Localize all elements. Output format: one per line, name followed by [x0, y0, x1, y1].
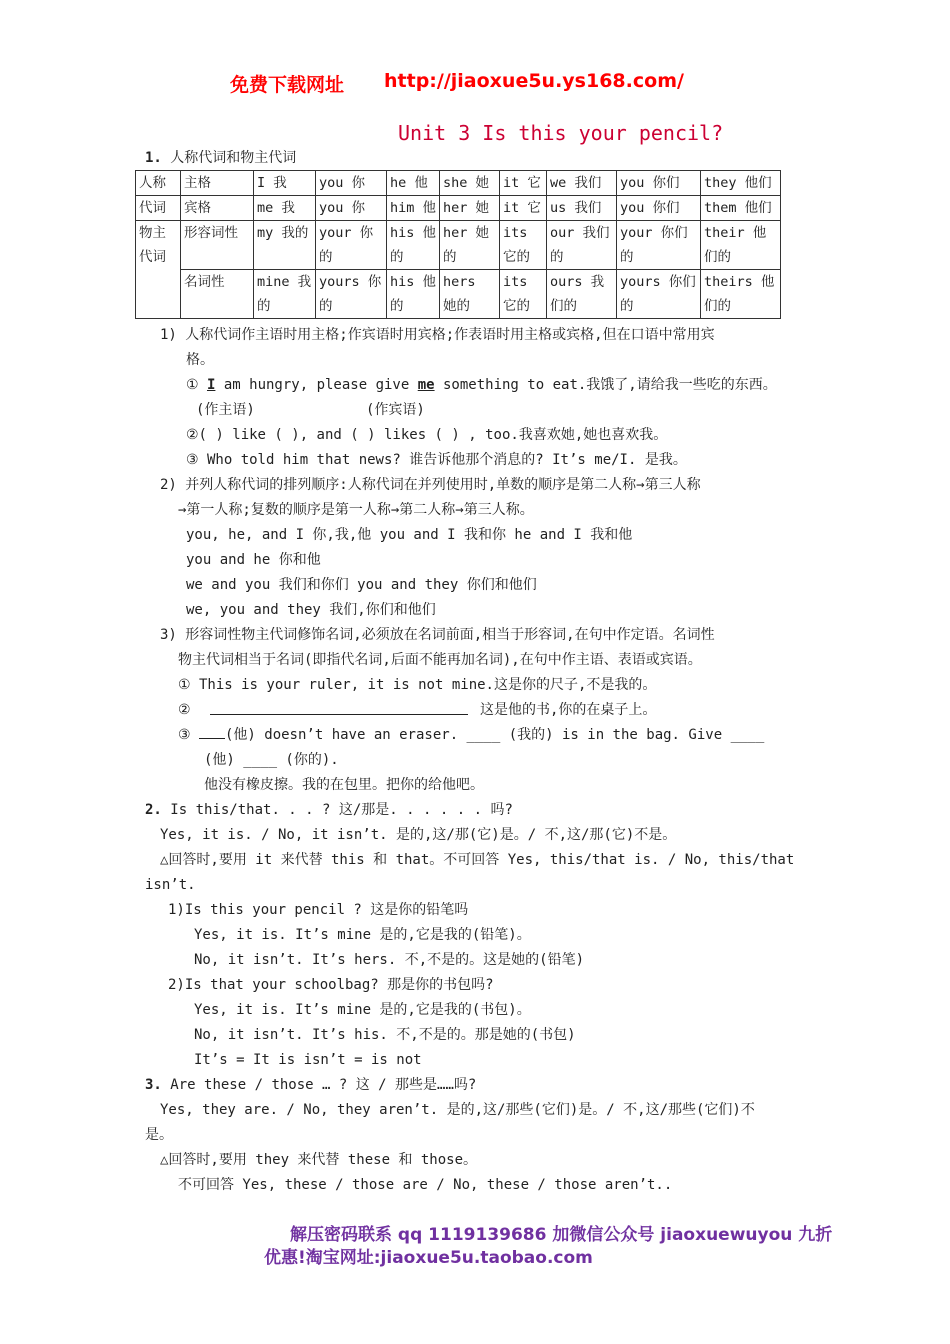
table-cell: 人称	[136, 171, 181, 196]
section-2-heading	[145, 798, 513, 823]
p2-line5: we and you 我们和你们 you and they 你们和他们	[186, 577, 537, 593]
p2-line1: 2) 并列人称代词的排列顺序:人称代词在并列使用时,单数的顺序是第二人称→第三人称	[160, 477, 701, 493]
table-cell: we 我们	[547, 171, 617, 196]
table-cell: her 她的	[440, 221, 500, 270]
table-cell: mine 我的	[254, 270, 316, 319]
p3-example3-cont: (他) ____ (你的).	[204, 752, 339, 768]
p2-line2: →第一人称;复数的顺序是第一人称→第二人称→第三人称。	[178, 502, 534, 518]
p1-line2: 格。	[186, 352, 214, 368]
p3-example1: ① This is your ruler, it is not mine.这是你的尺子,不是我的。	[178, 677, 657, 693]
s2-line1: Yes, it is. / No, it isn’t. 是的,这/那(它)是。/ 不,这/那(它)不是。	[160, 827, 677, 843]
table-row	[136, 221, 781, 270]
p1-line1: 1) 人称代词作主语时用主格;作宾语时用宾格;作表语时用主格或宾格,但在口语中常用宾	[160, 327, 715, 343]
p3-line2: 物主代词相当于名词(即指代名词,后面不能再加名词),在句中作主语、表语或宾语。	[178, 652, 702, 668]
section-1-heading	[145, 147, 296, 167]
table-cell: your 你们的	[617, 221, 701, 270]
section-number: 2.	[145, 802, 162, 818]
s3-line4: 不可回答 Yes, these / those are / No, these / those aren’t..	[178, 1177, 673, 1193]
text: something to eat.我饿了,请给我一些吃的东西。	[434, 377, 777, 393]
table-cell: them 他们	[701, 196, 781, 221]
p3-example2-text: 这是他的书,你的在桌子上。	[480, 702, 657, 718]
p1-example3: ③ Who told him that news? 谁告诉他那个消息的? It’s me/I. 是我。	[186, 452, 687, 468]
p2-line6: we, you and they 我们,你们和他们	[186, 602, 436, 618]
pronoun-table	[135, 170, 781, 319]
s2-q1-no: No, it isn’t. It’s hers. 不,不是的。这是她的(铅笔)	[194, 952, 585, 968]
table-cell: his 他的	[387, 270, 440, 319]
table-cell: 代词	[136, 196, 181, 221]
text: (他) doesn’t have an eraser. ____ (我的) is in the bag. Give ____	[224, 727, 765, 743]
p2-line3: you, he, and I 你,我,他 you and I 我和你 he and I 我和他	[186, 527, 633, 543]
table-cell: your 你的	[316, 221, 387, 270]
table-cell: you 你	[316, 196, 387, 221]
s2-abbreviations: It’s = It is isn’t = is not	[194, 1052, 422, 1068]
table-row	[136, 270, 781, 319]
text: Is this/that. . . ? 这/那是. . . . . . 吗?	[170, 802, 513, 818]
table-cell: 主格	[181, 171, 254, 196]
p3-example3-cn: 他没有橡皮擦。我的在包里。把你的给他吧。	[204, 777, 484, 793]
p1-note-object: (作宾语)	[366, 402, 425, 418]
s3-line1: Yes, they are. / No, they aren’t. 是的,这/那些(它们)是。/ 不,这/那些(它们)不	[160, 1102, 755, 1118]
table-cell: yours 你的	[316, 270, 387, 319]
text: am hungry, please give	[215, 377, 418, 393]
text: I	[206, 377, 216, 393]
s2-q1-yes: Yes, it is. It’s mine 是的,它是我的(铅笔)。	[194, 927, 531, 943]
table-cell: 名词性	[181, 270, 254, 319]
table-cell: 形容词性	[181, 221, 254, 270]
table-cell: you 你	[316, 171, 387, 196]
table-cell: its 它的	[500, 221, 547, 270]
s2-q2-yes: Yes, it is. It’s mine 是的,它是我的(书包)。	[194, 1002, 531, 1018]
section-heading-text: 人称代词和物主代词	[170, 150, 297, 166]
s2-q2: 2)Is that your schoolbag? 那是你的书包吗?	[168, 977, 494, 993]
table-cell: her 她	[440, 196, 500, 221]
header-url[interactable]: http://jiaoxue5u.ys168.com/	[384, 70, 684, 92]
table-cell: his 他的	[387, 221, 440, 270]
s2-line3: isn’t.	[145, 877, 196, 893]
blank-line	[199, 726, 225, 739]
table-cell: hers 她的	[440, 270, 500, 319]
table-cell: he 他	[387, 171, 440, 196]
table-cell: you 你们	[617, 196, 701, 221]
s3-line3: △回答时,要用 they 来代替 these 和 those。	[160, 1152, 478, 1168]
p1-example1	[186, 373, 777, 398]
table-cell: you 你们	[617, 171, 701, 196]
text: me	[417, 377, 435, 393]
header-left: 免费下载网址	[230, 74, 345, 96]
section-number: 3.	[145, 1077, 162, 1093]
p1-note-subject: (作主语)	[196, 402, 255, 418]
table-cell: ours 我们的	[547, 270, 617, 319]
section-3-heading	[145, 1073, 476, 1098]
p1-example2: ②( ) like ( ), and ( ) likes ( ) , too.我喜欢她,她也喜欢我。	[186, 427, 668, 443]
table-cell: 宾格	[181, 196, 254, 221]
p3-example2-num: ②	[178, 702, 191, 718]
table-cell: it 它	[500, 196, 547, 221]
p3-line1: 3) 形容词性物主代词修饰名词,必须放在名词前面,相当于形容词,在句中作定语。名词性	[160, 627, 715, 643]
table-cell: us 我们	[547, 196, 617, 221]
s2-q2-no: No, it isn’t. It’s his. 不,不是的。那是她的(书包)	[194, 1027, 576, 1043]
p2-line4: you and he 你和他	[186, 552, 321, 568]
table-cell: our 我们的	[547, 221, 617, 270]
text: ①	[186, 377, 207, 393]
table-cell: yours 你们的	[617, 270, 701, 319]
table-cell: their 他们的	[701, 221, 781, 270]
table-cell: she 她	[440, 171, 500, 196]
section-number: 1.	[145, 150, 162, 166]
s2-line2: △回答时,要用 it 来代替 this 和 that。不可回答 Yes, this/that is. / No, this/that	[160, 852, 795, 868]
s2-q1: 1)Is this your pencil ? 这是你的铅笔吗	[168, 902, 469, 918]
table-cell: me 我	[254, 196, 316, 221]
blank-line	[210, 714, 468, 715]
table-cell: 物主代词	[136, 221, 181, 319]
table-cell: my 我的	[254, 221, 316, 270]
table-row	[136, 196, 781, 221]
table-cell: theirs 他们的	[701, 270, 781, 319]
table-row	[136, 171, 781, 196]
footer-line1: 解压密码联系 qq 1119139686 加微信公众号 jiaoxuewuyou 九折	[290, 1225, 833, 1245]
table-cell: they 他们	[701, 171, 781, 196]
table-cell: it 它	[500, 171, 547, 196]
page-title: Unit 3 Is this your pencil?	[398, 121, 724, 145]
text: ③	[178, 727, 199, 743]
table-cell: I 我	[254, 171, 316, 196]
table-cell: its 它的	[500, 270, 547, 319]
text: Are these / those … ? 这 / 那些是……吗?	[170, 1077, 477, 1093]
table-cell: him 他	[387, 196, 440, 221]
s3-line2: 是。	[145, 1127, 173, 1143]
p3-example3	[178, 723, 764, 748]
footer-line2[interactable]: 优惠!淘宝网址:jiaoxue5u.taobao.com	[264, 1248, 593, 1268]
